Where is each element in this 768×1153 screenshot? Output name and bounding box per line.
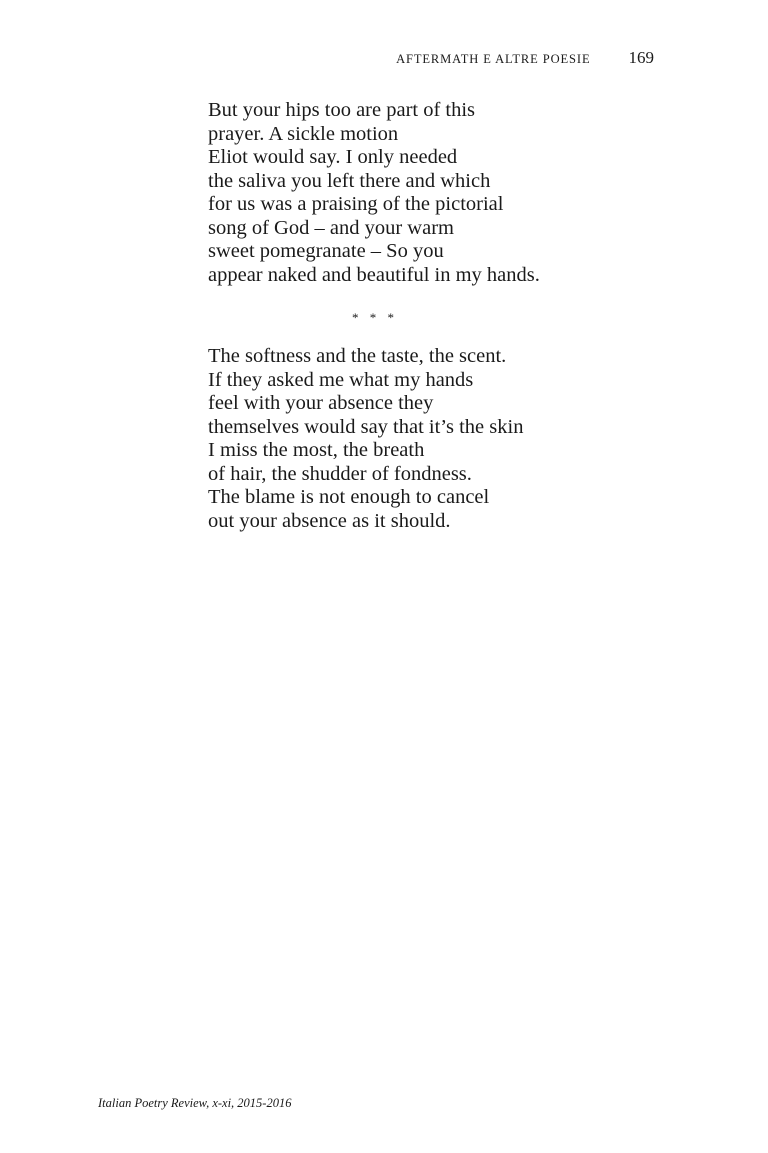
page-number: 169 — [628, 48, 654, 67]
poem-line: of hair, the shudder of fondness. — [208, 462, 472, 485]
section-separator: * * * — [352, 310, 398, 325]
poem-stanza-2 — [208, 345, 523, 533]
poem-line: the saliva you left there and which — [208, 169, 491, 192]
poem-line: themselves would say that it’s the skin — [208, 415, 524, 438]
poem-stanza-1 — [208, 99, 540, 287]
running-head — [396, 48, 654, 68]
poem-line: The blame is not enough to cancel — [208, 486, 490, 508]
poem-line: feel with your absence they — [208, 392, 434, 414]
poem-line: appear naked and beautiful in my hands. — [208, 263, 540, 286]
poem-line: song of God – and your warm — [208, 216, 454, 239]
poem-line: out your absence as it should. — [208, 509, 451, 532]
poem-line: prayer. A sickle motion — [208, 122, 399, 145]
running-title: AFTERMATH E ALTRE POESIE — [396, 52, 591, 66]
poem-line: for us was a praising of the pictorial — [208, 193, 504, 215]
poem-line: The softness and the taste, the scent. — [208, 345, 507, 367]
poem-line: But your hips too are part of this — [208, 99, 476, 121]
journal-citation: Italian Poetry Review, x-xi, 2015-2016 — [98, 1096, 292, 1110]
poem-line: sweet pomegranate – So you — [208, 240, 444, 262]
poem-line: I miss the most, the breath — [208, 439, 425, 461]
poem-line: Eliot would say. I only needed — [208, 146, 458, 168]
poem-line: If they asked me what my hands — [208, 368, 474, 391]
